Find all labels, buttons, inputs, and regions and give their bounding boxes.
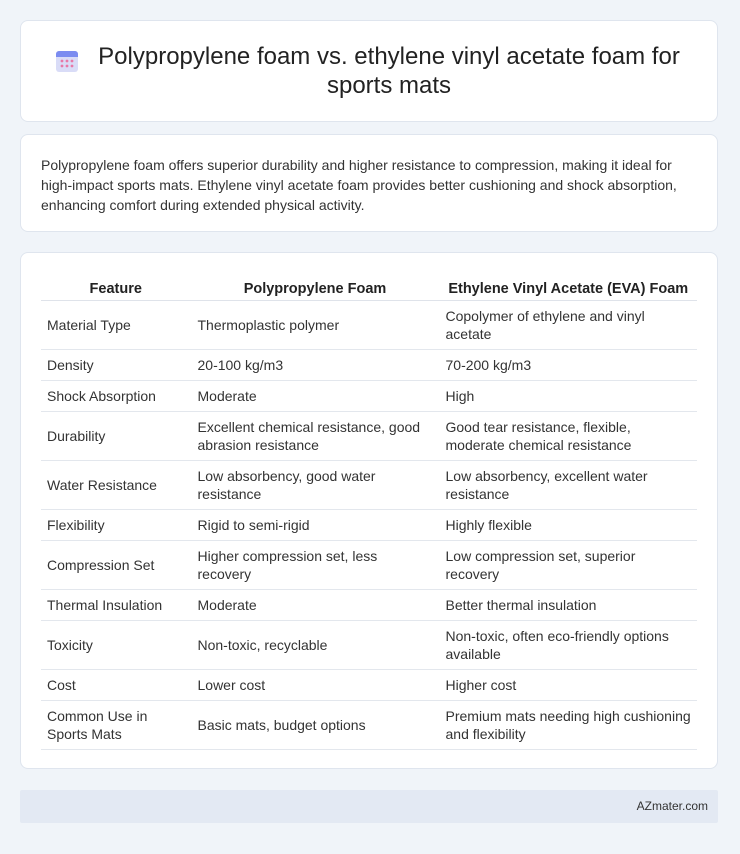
table-row <box>41 670 697 701</box>
row-polypropylene: Lower cost <box>191 670 439 701</box>
row-eva: 70-200 kg/m3 <box>439 350 697 381</box>
row-feature: Compression Set <box>41 541 191 590</box>
comparison-table <box>41 273 697 750</box>
table-row <box>41 381 697 412</box>
row-polypropylene: Excellent chemical resistance, good abrasion resistance <box>191 412 439 461</box>
table-row <box>41 510 697 541</box>
footer-bar <box>20 790 718 823</box>
footer-brand-link[interactable]: AZmater.com <box>636 799 708 813</box>
row-feature: Cost <box>41 670 191 701</box>
page-title: Polypropylene foam vs. ethylene vinyl acetate foam for sports mats <box>98 43 680 99</box>
row-eva: Better thermal insulation <box>439 590 697 621</box>
row-feature: Material Type <box>41 301 191 350</box>
row-feature: Water Resistance <box>41 461 191 510</box>
row-polypropylene: Rigid to semi-rigid <box>191 510 439 541</box>
row-polypropylene: Basic mats, budget options <box>191 701 439 750</box>
table-row <box>41 701 697 750</box>
row-eva: Copolymer of ethylene and vinyl acetate <box>439 301 697 350</box>
row-feature: Density <box>41 350 191 381</box>
row-eva: Premium mats needing high cushioning and flexibility <box>439 701 697 750</box>
table-header-row <box>41 273 697 301</box>
row-feature: Durability <box>41 412 191 461</box>
row-eva: High <box>439 381 697 412</box>
table-row <box>41 461 697 510</box>
row-feature: Common Use in Sports Mats <box>41 701 191 750</box>
row-feature: Flexibility <box>41 510 191 541</box>
row-polypropylene: Low absorbency, good water resistance <box>191 461 439 510</box>
title-wrap <box>54 42 684 100</box>
header-feature: Feature <box>41 273 191 301</box>
row-eva: Low compression set, superior recovery <box>439 541 697 590</box>
row-eva: Low absorbency, excellent water resistance <box>439 461 697 510</box>
row-eva: Highly flexible <box>439 510 697 541</box>
row-polypropylene: Higher compression set, less recovery <box>191 541 439 590</box>
table-row <box>41 412 697 461</box>
row-feature: Toxicity <box>41 621 191 670</box>
comparison-table-card <box>20 252 718 769</box>
header-eva: Ethylene Vinyl Acetate (EVA) Foam <box>439 273 697 301</box>
row-eva: Good tear resistance, flexible, moderate chemical resistance <box>439 412 697 461</box>
row-polypropylene: Non-toxic, recyclable <box>191 621 439 670</box>
title-card <box>20 20 718 122</box>
summary-text: Polypropylene foam offers superior durability and higher resistance to compression, making it ideal for high-impact sports mats. Ethylene vinyl acetate foam provides better cushioning and shock absorption, enhancing comfort during extended physical activity. <box>41 157 677 213</box>
table-row <box>41 621 697 670</box>
table-row <box>41 541 697 590</box>
row-polypropylene: 20-100 kg/m3 <box>191 350 439 381</box>
summary-card <box>20 134 718 232</box>
table-row <box>41 350 697 381</box>
row-feature: Thermal Insulation <box>41 590 191 621</box>
table-row <box>41 590 697 621</box>
row-polypropylene: Moderate <box>191 590 439 621</box>
row-eva: Higher cost <box>439 670 697 701</box>
calendar-grid-icon <box>54 48 80 74</box>
row-feature: Shock Absorption <box>41 381 191 412</box>
row-polypropylene: Thermoplastic polymer <box>191 301 439 350</box>
header-polypropylene: Polypropylene Foam <box>191 273 439 301</box>
row-eva: Non-toxic, often eco-friendly options available <box>439 621 697 670</box>
table-row <box>41 301 697 350</box>
row-polypropylene: Moderate <box>191 381 439 412</box>
